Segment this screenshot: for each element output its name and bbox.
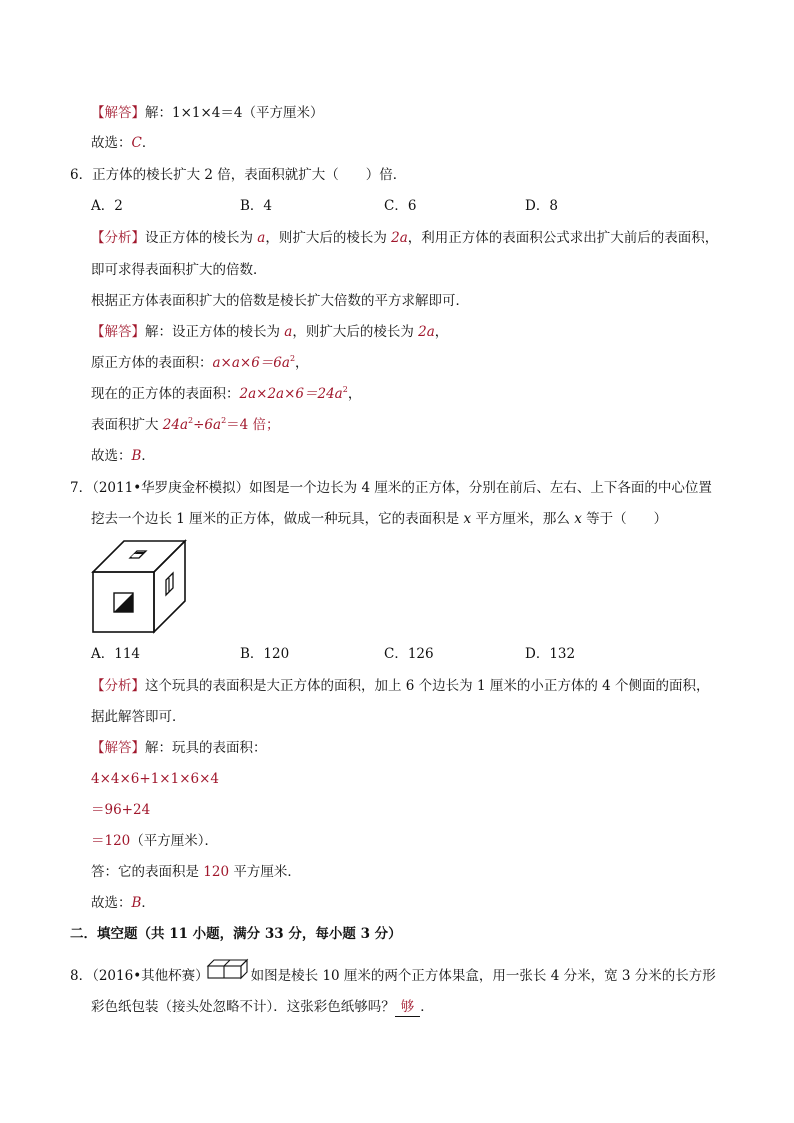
cube-with-holes-figure bbox=[90, 538, 190, 636]
q7-analysis-1 bbox=[91, 677, 710, 695]
q6-answer-1 bbox=[91, 323, 448, 341]
math-var: a bbox=[257, 230, 266, 246]
text: 彩色纸包装（接头处忽略不计）．这张彩色纸够吗？ bbox=[91, 999, 395, 1015]
q6-choice-line bbox=[91, 447, 155, 465]
question-source: （2016•其他杯赛） bbox=[92, 968, 209, 984]
superscript: 2 bbox=[188, 416, 194, 425]
q7-option-d: D．132 bbox=[525, 646, 576, 662]
q5-choice-line bbox=[91, 134, 155, 152]
text: （平方厘米）． bbox=[130, 833, 219, 849]
q6-answer-2 bbox=[91, 354, 309, 372]
math-expr: a×a×6＝6a bbox=[212, 355, 290, 371]
q7-question-2 bbox=[91, 510, 667, 528]
math-expr: 2a bbox=[391, 230, 408, 246]
answer-blank: 够 bbox=[395, 998, 421, 1017]
q6-option-d: D．8 bbox=[525, 198, 558, 214]
choice-value: C bbox=[131, 135, 142, 151]
q6-analysis-2: 即可求得表面积扩大的倍数． bbox=[91, 262, 267, 278]
math-expr: ÷6a bbox=[193, 417, 222, 433]
text: 平方厘米，那么 bbox=[471, 511, 575, 527]
q7-answer-4 bbox=[91, 832, 218, 850]
math-var: x bbox=[463, 511, 472, 527]
math-expr: 24a bbox=[162, 417, 189, 433]
math-expr: ＝4 倍； bbox=[226, 417, 280, 433]
q7-option-b: B．120 bbox=[240, 646, 290, 662]
math-var: a bbox=[284, 324, 293, 340]
superscript: 2 bbox=[221, 416, 227, 425]
q6-question bbox=[70, 166, 406, 184]
q7-answer-1 bbox=[91, 739, 267, 757]
text: 平方厘米． bbox=[229, 864, 301, 880]
q6-option-a: A．2 bbox=[91, 198, 123, 214]
math-expr: 2a×2a×6＝24a bbox=[239, 386, 343, 402]
text: ，利用正方体的表面积公式求出扩大前后的表面积， bbox=[407, 230, 719, 246]
right-hole bbox=[166, 573, 173, 595]
choice-end: ． bbox=[141, 135, 156, 151]
text: ， bbox=[295, 355, 309, 371]
math-expr: 120 bbox=[203, 864, 230, 880]
choice-end: ． bbox=[141, 895, 155, 911]
section-heading: 二．填空题（共 11 小题，满分 33 分，每小题 3 分） bbox=[70, 926, 402, 942]
question-text: 正方体的棱长扩大 2 倍，表面积就扩大（ ）倍． bbox=[92, 167, 407, 183]
choice-value: B bbox=[131, 448, 142, 464]
analysis-tag: 【分析】 bbox=[91, 230, 145, 246]
choice-prefix: 故选： bbox=[91, 135, 132, 151]
text: 解：设正方体的棱长为 bbox=[145, 324, 285, 340]
q7-answer-5 bbox=[91, 863, 301, 881]
q7-choice-line bbox=[91, 894, 155, 912]
answer-tag: 【解答】 bbox=[91, 324, 145, 340]
q7-answer-3: ＝96+24 bbox=[91, 802, 151, 818]
text: 这个玩具的表面积是大正方体的面积，加上 6 个边长为 1 厘米的小正方体的 4 个侧面的面积， bbox=[145, 678, 710, 694]
q5-answer-line bbox=[91, 104, 323, 122]
superscript: 2 bbox=[289, 354, 296, 363]
q5-answer-text: 解：1×1×4＝4（平方厘米） bbox=[145, 105, 324, 121]
choice-value: B bbox=[131, 895, 142, 911]
math-expr: 120 bbox=[104, 833, 131, 849]
text: ． bbox=[420, 999, 434, 1015]
choice-prefix: 故选： bbox=[91, 448, 132, 464]
q6-option-c: C．6 bbox=[384, 198, 417, 214]
q7-analysis-2: 据此解答即可． bbox=[91, 709, 186, 725]
q6-answer-4 bbox=[91, 416, 280, 434]
text: ， bbox=[347, 386, 362, 402]
q6-analysis-1 bbox=[91, 229, 718, 247]
text: ，则扩大后的棱长为 bbox=[265, 230, 392, 246]
text: 等于（ ） bbox=[581, 511, 668, 527]
question-number: 8． bbox=[70, 968, 93, 984]
question-number: 7． bbox=[70, 480, 93, 496]
q6-analysis-3: 根据正方体表面积扩大的倍数是棱长扩大倍数的平方求解即可． bbox=[91, 293, 469, 309]
question-text: （2011•华罗庚金杯模拟）如图是一个边长为 4 厘米的正方体，分别在前后、左右、上下各面的中心位置 bbox=[92, 480, 712, 496]
q7-question-1 bbox=[70, 479, 712, 497]
q8-question-1 bbox=[70, 967, 716, 985]
text: 表面积扩大 bbox=[91, 417, 163, 433]
answer-tag: 【解答】 bbox=[91, 740, 145, 756]
text: 解：玩具的表面积： bbox=[145, 740, 267, 756]
two-cube-boxes-figure bbox=[206, 958, 250, 980]
q7-option-a: A．114 bbox=[91, 646, 141, 662]
q6-answer-3 bbox=[91, 385, 361, 403]
answer-tag: 【解答】 bbox=[91, 105, 145, 121]
q7-option-c: C．126 bbox=[384, 646, 434, 662]
text: 挖去一个边长 1 厘米的正方体，做成一种玩具，它的表面积是 bbox=[91, 511, 464, 527]
top-hole bbox=[130, 551, 146, 558]
math-var: x bbox=[574, 511, 582, 527]
choice-end: ． bbox=[141, 448, 155, 464]
question-text: 如图是棱长 10 厘米的两个正方体果盒，用一张长 4 分米，宽 3 分米的长方形 bbox=[250, 968, 716, 984]
choice-prefix: 故选： bbox=[91, 895, 132, 911]
superscript: 2 bbox=[342, 385, 348, 394]
cube-front-face bbox=[93, 572, 154, 632]
question-number: 6． bbox=[70, 167, 93, 183]
q8-question-2 bbox=[91, 998, 434, 1017]
math-expr: 2a bbox=[418, 324, 435, 340]
text: 现在的正方体的表面积： bbox=[91, 386, 240, 402]
text: ＝ bbox=[91, 833, 105, 849]
text: ，则扩大后的棱长为 bbox=[292, 324, 419, 340]
text: ， bbox=[434, 324, 449, 340]
text: 设正方体的棱长为 bbox=[145, 230, 258, 246]
front-hole bbox=[114, 593, 133, 612]
q6-option-b: B．4 bbox=[240, 198, 273, 214]
text: 原正方体的表面积： bbox=[91, 355, 213, 371]
analysis-tag: 【分析】 bbox=[91, 678, 145, 694]
text: 答：它的表面积是 bbox=[91, 864, 204, 880]
q7-answer-2: 4×4×6+1×1×6×4 bbox=[91, 771, 219, 787]
